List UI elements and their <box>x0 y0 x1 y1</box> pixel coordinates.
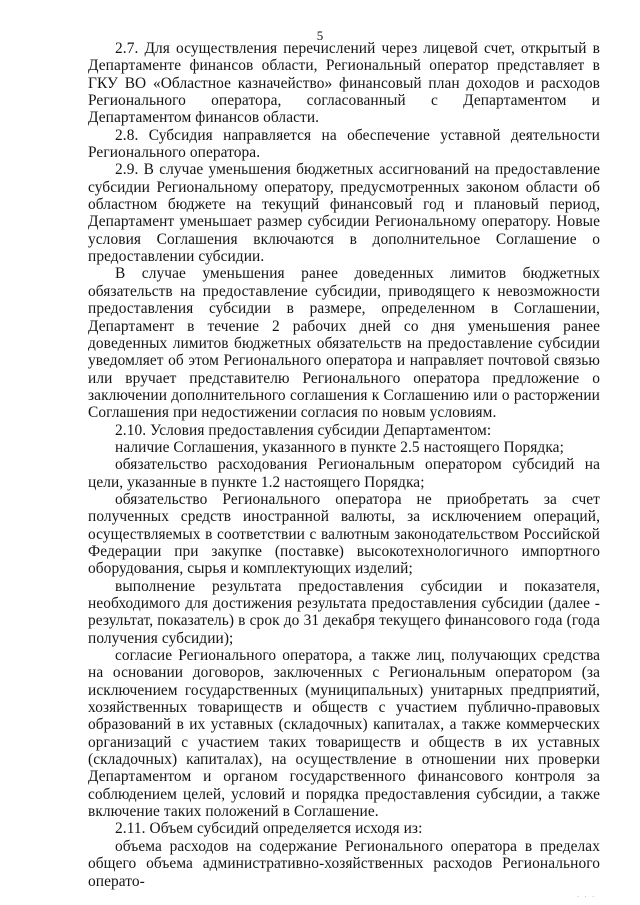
paragraph-2-9: 2.9. В случае уменьшения бюджетных ассигнований на предоставление субсидии Региональному оператору, предусмотренных законом области об областном бюджете на текущий финансовый год и плановый период, Департамент уменьшает размер субсидии Региональному оператору. Новые условия Соглашения включаются в дополнительное Соглашение о предоставлении субсидии. <box>88 161 600 266</box>
page-number: 5 <box>316 28 324 43</box>
paragraph-2-8: 2.8. Субсидия направляется на обеспечение уставной деятельности Регионального оператора. <box>88 126 600 162</box>
condition-result-fulfilment: выполнение результата предоставления субсидии и показателя, необходимого для достижения результата предоставления субсидии (далее - результат, показатель) в срок до 31 декабря текущего финансового года (года получения субсидии); <box>88 577 600 647</box>
subsidy-volume-basis: объема расходов на содержание Регионального оператора в пределах общего объема административно-хозяйственных расходов Регионального операто- <box>88 837 600 890</box>
condition-spending-purpose: обязательство расходования Региональным оператором субсидий на цели, указанные в пункте 1.2 настоящего Порядка; <box>88 456 600 491</box>
scan-artifact: . . . <box>577 891 596 899</box>
paragraph-2-7: 2.7. Для осуществления перечислений через лицевой счет, открытый в Департаменте финансов области, Региональный оператор представляет в ГКУ ВО «Областное казначейство» финансовый план доходов и расходов Регионального оператора, согласованный с Департаментом и Департаментом финансов области. <box>88 40 600 127</box>
condition-agreement: наличие Соглашения, указанного в пункте 2.5 настоящего Порядка; <box>115 438 564 456</box>
paragraph-limits-reduction: В случае уменьшения ранее доведенных лимитов бюджетных обязательств на предоставление субсидии, приводящего к невозможности предоставления субсидии в размере, определенном в Соглашении, Департамент в течение 2 рабочих дней со дня уменьшения ранее доведенных лимитов бюджетных обязательств на предоставление субсидии уведомляет об этом Регионального оператора и направляет почтовой связью или вручает представителю Регионального оператора предложение о заключении дополнительного соглашения к Соглашению или о расторжении Соглашения при недостижении согласия по новым условиям. <box>88 265 600 422</box>
paragraph-2-10: 2.10. Условия предоставления субсидии Департаментом: <box>115 421 492 439</box>
condition-audit-consent: согласие Регионального оператора, а также лиц, получающих средства на основании договоров, заключенных с Региональным оператором (за исключением государственных (муниципальных) унитарных предприятий, хозяйственных товариществ и обществ с участием публично-правовых образований в их уставных (складочных) капиталах, а также коммерческих организаций с участием таких товариществ и обществ в их уставных (складочных) капиталах), на осуществление в отношении них проверки Департаментом и органом государственного финансового контроля за соблюдением целей, условий и порядка предоставления субсидии, а также включение таких положений в Соглашение. <box>88 647 600 821</box>
document-body <box>88 40 600 890</box>
condition-no-foreign-currency: обязательство Регионального оператора не приобретать за счет полученных средств иностранной валюты, за исключением операций, осуществляемых в соответствии с валютным законодательством Российской Федерации при закупке (поставке) высокотехнологичного импортного оборудования, сырья и комплектующих изделий; <box>88 490 600 578</box>
paragraph-2-11: 2.11. Объем субсидий определяется исходя из: <box>115 820 423 838</box>
